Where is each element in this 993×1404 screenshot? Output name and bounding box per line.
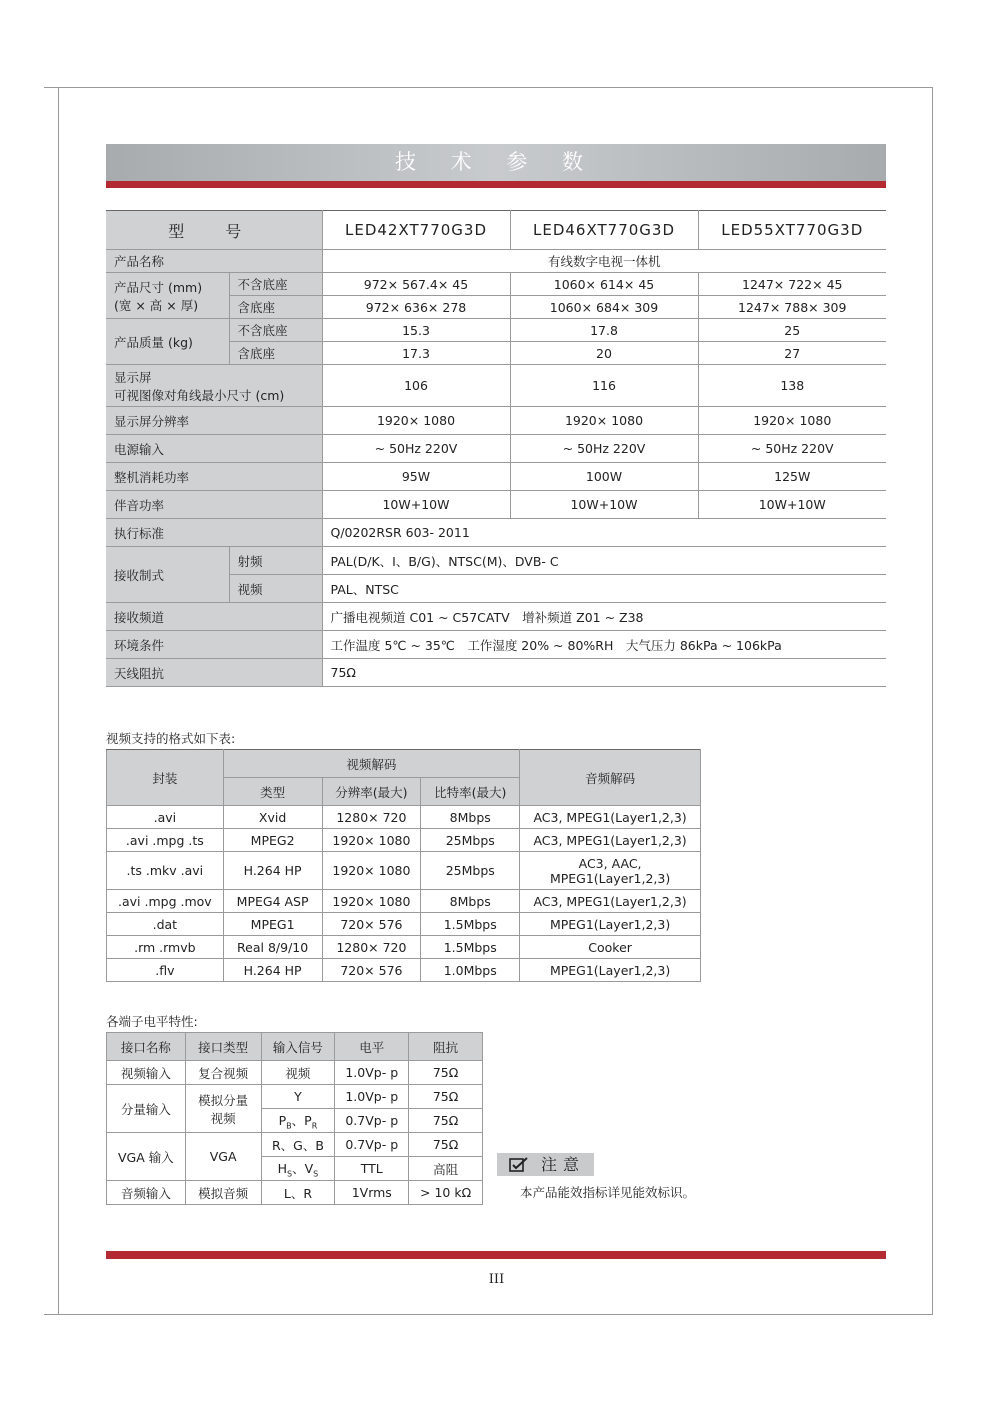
- size-no-stand-3: 1247× 722× 45: [698, 273, 886, 296]
- size-label-line-1: 产品尺寸 (mm): [114, 279, 203, 295]
- table-row: [106, 631, 886, 659]
- standard-value: Q/0202RSR 603- 2011: [322, 519, 886, 547]
- footer-rule: [106, 1251, 886, 1259]
- screen-size-3: 138: [698, 365, 886, 407]
- table-row: [106, 365, 886, 407]
- audio-power-2: 10W+10W: [510, 491, 698, 519]
- bitrate-cell: 1.5Mbps: [421, 936, 520, 959]
- container-cell: .rm .rmvb: [107, 936, 224, 959]
- table-row: [106, 211, 886, 250]
- signal-header: 输入信号: [261, 1033, 335, 1061]
- type-cell: MPEG2: [223, 829, 322, 852]
- type-cell: Real 8/9/10: [223, 936, 322, 959]
- container-header: 封装: [107, 750, 224, 806]
- signal-cell: R、G、B: [261, 1133, 335, 1157]
- port-type-line-2: 视频: [210, 1110, 236, 1126]
- impedance-cell: 75Ω: [409, 1061, 483, 1085]
- port-type-cell: [185, 1085, 261, 1133]
- antenna-label: 天线阻抗: [106, 659, 322, 687]
- port-type-line-1: 模拟分量: [198, 1092, 249, 1108]
- power-input-1: ~ 50Hz 220V: [322, 435, 510, 463]
- resolution-cell: 1280× 720: [322, 806, 421, 829]
- page-frame-bottom: [44, 1314, 932, 1315]
- page-number: III: [488, 1272, 505, 1287]
- with-stand-label: 含底座: [229, 342, 322, 365]
- audio-cell: AC3, MPEG1(Layer1,2,3): [520, 829, 701, 852]
- weight-no-stand-2: 17.8: [510, 319, 698, 342]
- video-decode-header: 视频解码: [223, 750, 519, 778]
- audio-line-1: AC3, AAC,: [578, 855, 642, 871]
- type-header: 类型: [223, 778, 322, 806]
- level-cell: 1.0Vp- p: [335, 1085, 409, 1109]
- page-title: 技 术 参 数: [106, 144, 886, 181]
- table-row: [106, 407, 886, 435]
- port-name-cell: 音频输入: [107, 1181, 186, 1205]
- reception-label: 接收制式: [106, 547, 229, 603]
- product-name-label: 产品名称: [106, 250, 322, 273]
- channel-label: 接收频道: [106, 603, 322, 631]
- audio-cell: MPEG1(Layer1,2,3): [520, 913, 701, 936]
- signal-cell: Y: [261, 1085, 335, 1109]
- resolution-3: 1920× 1080: [698, 407, 886, 435]
- resolution-cell: 720× 576: [322, 959, 421, 982]
- port-name-cell: 分量输入: [107, 1085, 186, 1133]
- audio-line-2: MPEG1(Layer1,2,3): [549, 870, 671, 886]
- bitrate-cell: 8Mbps: [421, 806, 520, 829]
- level-cell: 0.7Vp- p: [335, 1109, 409, 1133]
- resolution-cell: 1920× 1080: [322, 829, 421, 852]
- audio-power-1: 10W+10W: [322, 491, 510, 519]
- power-consumption-label: 整机消耗功率: [106, 463, 322, 491]
- table-row: [106, 435, 886, 463]
- power-input-label: 电源输入: [106, 435, 322, 463]
- table-row: [107, 890, 701, 913]
- weight-with-stand-3: 27: [698, 342, 886, 365]
- table-row: [106, 659, 886, 687]
- env-value: 工作温度 5℃ ~ 35℃ 工作湿度 20% ~ 80%RH 大气压力 86kPa ~ 106kPa: [322, 631, 886, 659]
- port-name-header: 接口名称: [107, 1033, 186, 1061]
- resolution-label: 显示屏分辨率: [106, 407, 322, 435]
- audio-power-label: 伴音功率: [106, 491, 322, 519]
- impedance-cell: > 10 kΩ: [409, 1181, 483, 1205]
- table-row: [106, 463, 886, 491]
- table-row: [107, 913, 701, 936]
- no-stand-label: 不含底座: [229, 273, 322, 296]
- table-row: [106, 273, 886, 296]
- weight-no-stand-3: 25: [698, 319, 886, 342]
- impedance-cell: 75Ω: [409, 1133, 483, 1157]
- screen-size-2: 116: [510, 365, 698, 407]
- power-consumption-3: 125W: [698, 463, 886, 491]
- type-cell: H.264 HP: [223, 852, 322, 890]
- port-type-cell: 模拟音频: [185, 1181, 261, 1205]
- level-cell: TTL: [335, 1157, 409, 1181]
- audio-cell: [520, 852, 701, 890]
- table-row: [107, 1085, 483, 1109]
- no-stand-label: 不含底座: [229, 319, 322, 342]
- size-label-line-2: (宽 × 高 × 厚): [114, 297, 199, 313]
- page-frame-top: [44, 87, 932, 88]
- note-label: 注意: [541, 1155, 586, 1174]
- table-row: [107, 852, 701, 890]
- table-row: [106, 519, 886, 547]
- bitrate-cell: 25Mbps: [421, 852, 520, 890]
- power-consumption-2: 100W: [510, 463, 698, 491]
- antenna-value: 75Ω: [322, 659, 886, 687]
- port-caption: 各端子电平特性:: [106, 1014, 198, 1029]
- screen-size-1: 106: [322, 365, 510, 407]
- table-row: [107, 1061, 483, 1085]
- container-cell: .ts .mkv .avi: [107, 852, 224, 890]
- model-label: 型 号: [106, 211, 322, 250]
- table-row: [107, 1033, 483, 1061]
- resolution-header: 分辨率(最大): [322, 778, 421, 806]
- audio-power-3: 10W+10W: [698, 491, 886, 519]
- bitrate-cell: 25Mbps: [421, 829, 520, 852]
- title-underline: [106, 181, 886, 188]
- video-value: PAL、NTSC: [322, 575, 886, 603]
- port-type-cell: 复合视频: [185, 1061, 261, 1085]
- resolution-cell: 1920× 1080: [322, 890, 421, 913]
- resolution-1: 1920× 1080: [322, 407, 510, 435]
- container-cell: .avi: [107, 806, 224, 829]
- video-format-caption: 视频支持的格式如下表:: [106, 731, 236, 746]
- container-cell: .flv: [107, 959, 224, 982]
- spec-table: [106, 210, 886, 687]
- size-label: [106, 273, 229, 319]
- size-with-stand-2: 1060× 684× 309: [510, 296, 698, 319]
- table-row: [106, 547, 886, 575]
- weight-label: 产品质量 (kg): [106, 319, 229, 365]
- model-3: LED55XT770G3D: [698, 211, 886, 250]
- bitrate-cell: 1.5Mbps: [421, 913, 520, 936]
- audio-decode-header: 音频解码: [520, 750, 701, 806]
- type-cell: H.264 HP: [223, 959, 322, 982]
- power-consumption-1: 95W: [322, 463, 510, 491]
- port-name-cell: VGA 输入: [107, 1133, 186, 1181]
- page-frame-left: [58, 87, 59, 1315]
- port-type-header: 接口类型: [185, 1033, 261, 1061]
- resolution-cell: 720× 576: [322, 913, 421, 936]
- table-row: [106, 491, 886, 519]
- table-row: [107, 959, 701, 982]
- signal-cell: $P_B$、$P_R$: [261, 1109, 335, 1133]
- product-name: 有线数字电视一体机: [322, 250, 886, 273]
- table-row: [107, 1133, 483, 1157]
- size-no-stand-2: 1060× 614× 45: [510, 273, 698, 296]
- rf-label: 射频: [229, 547, 322, 575]
- level-header: 电平: [335, 1033, 409, 1061]
- channel-value: 广播电视频道 C01 ~ C57CATV 增补频道 Z01 ~ Z38: [322, 603, 886, 631]
- note-badge: [497, 1153, 594, 1176]
- screen-label-line-1: 显示屏: [114, 369, 152, 385]
- table-row: [107, 936, 701, 959]
- size-no-stand-1: 972× 567.4× 45: [322, 273, 510, 296]
- screen-size-label: [106, 365, 322, 407]
- weight-with-stand-2: 20: [510, 342, 698, 365]
- table-row: [106, 319, 886, 342]
- audio-cell: AC3, MPEG1(Layer1,2,3): [520, 806, 701, 829]
- weight-no-stand-1: 15.3: [322, 319, 510, 342]
- resolution-2: 1920× 1080: [510, 407, 698, 435]
- audio-cell: MPEG1(Layer1,2,3): [520, 959, 701, 982]
- bitrate-header: 比特率(最大): [421, 778, 520, 806]
- signal-cell: L、R: [261, 1181, 335, 1205]
- level-cell: 0.7Vp- p: [335, 1133, 409, 1157]
- impedance-cell: 75Ω: [409, 1085, 483, 1109]
- screen-label-line-2: 可视图像对角线最小尺寸 (cm): [114, 387, 285, 403]
- size-with-stand-3: 1247× 788× 309: [698, 296, 886, 319]
- type-cell: MPEG1: [223, 913, 322, 936]
- env-label: 环境条件: [106, 631, 322, 659]
- checkbox-pencil-icon: [509, 1157, 529, 1173]
- video-format-table: [106, 749, 701, 982]
- table-row: [107, 750, 701, 778]
- table-row: [106, 603, 886, 631]
- type-cell: MPEG4 ASP: [223, 890, 322, 913]
- impedance-cell: 75Ω: [409, 1109, 483, 1133]
- rf-value: PAL(D/K、I、B/G)、NTSC(M)、DVB- C: [322, 547, 886, 575]
- table-row: [107, 1181, 483, 1205]
- port-name-cell: 视频输入: [107, 1061, 186, 1085]
- note-text: 本产品能效指标详见能效标识。: [520, 1185, 696, 1200]
- signal-cell: 视频: [261, 1061, 335, 1085]
- container-cell: .avi .mpg .mov: [107, 890, 224, 913]
- with-stand-label: 含底座: [229, 296, 322, 319]
- weight-with-stand-1: 17.3: [322, 342, 510, 365]
- size-with-stand-1: 972× 636× 278: [322, 296, 510, 319]
- impedance-cell: 高阻: [409, 1157, 483, 1181]
- bitrate-cell: 1.0Mbps: [421, 959, 520, 982]
- bitrate-cell: 8Mbps: [421, 890, 520, 913]
- model-2: LED46XT770G3D: [510, 211, 698, 250]
- container-cell: .avi .mpg .ts: [107, 829, 224, 852]
- type-cell: Xvid: [223, 806, 322, 829]
- port-type-cell: VGA: [185, 1133, 261, 1181]
- audio-cell: AC3, MPEG1(Layer1,2,3): [520, 890, 701, 913]
- table-row: [107, 806, 701, 829]
- standard-label: 执行标准: [106, 519, 322, 547]
- container-cell: .dat: [107, 913, 224, 936]
- page-frame-right: [932, 87, 933, 1315]
- power-input-2: ~ 50Hz 220V: [510, 435, 698, 463]
- signal-cell: $H_S$、$V_S$: [261, 1157, 335, 1181]
- resolution-cell: 1920× 1080: [322, 852, 421, 890]
- resolution-cell: 1280× 720: [322, 936, 421, 959]
- video-label: 视频: [229, 575, 322, 603]
- model-1: LED42XT770G3D: [322, 211, 510, 250]
- port-table: [106, 1032, 483, 1205]
- table-row: [106, 250, 886, 273]
- table-row: [107, 829, 701, 852]
- impedance-header: 阻抗: [409, 1033, 483, 1061]
- audio-cell: Cooker: [520, 936, 701, 959]
- level-cell: 1Vrms: [335, 1181, 409, 1205]
- level-cell: 1.0Vp- p: [335, 1061, 409, 1085]
- power-input-3: ~ 50Hz 220V: [698, 435, 886, 463]
